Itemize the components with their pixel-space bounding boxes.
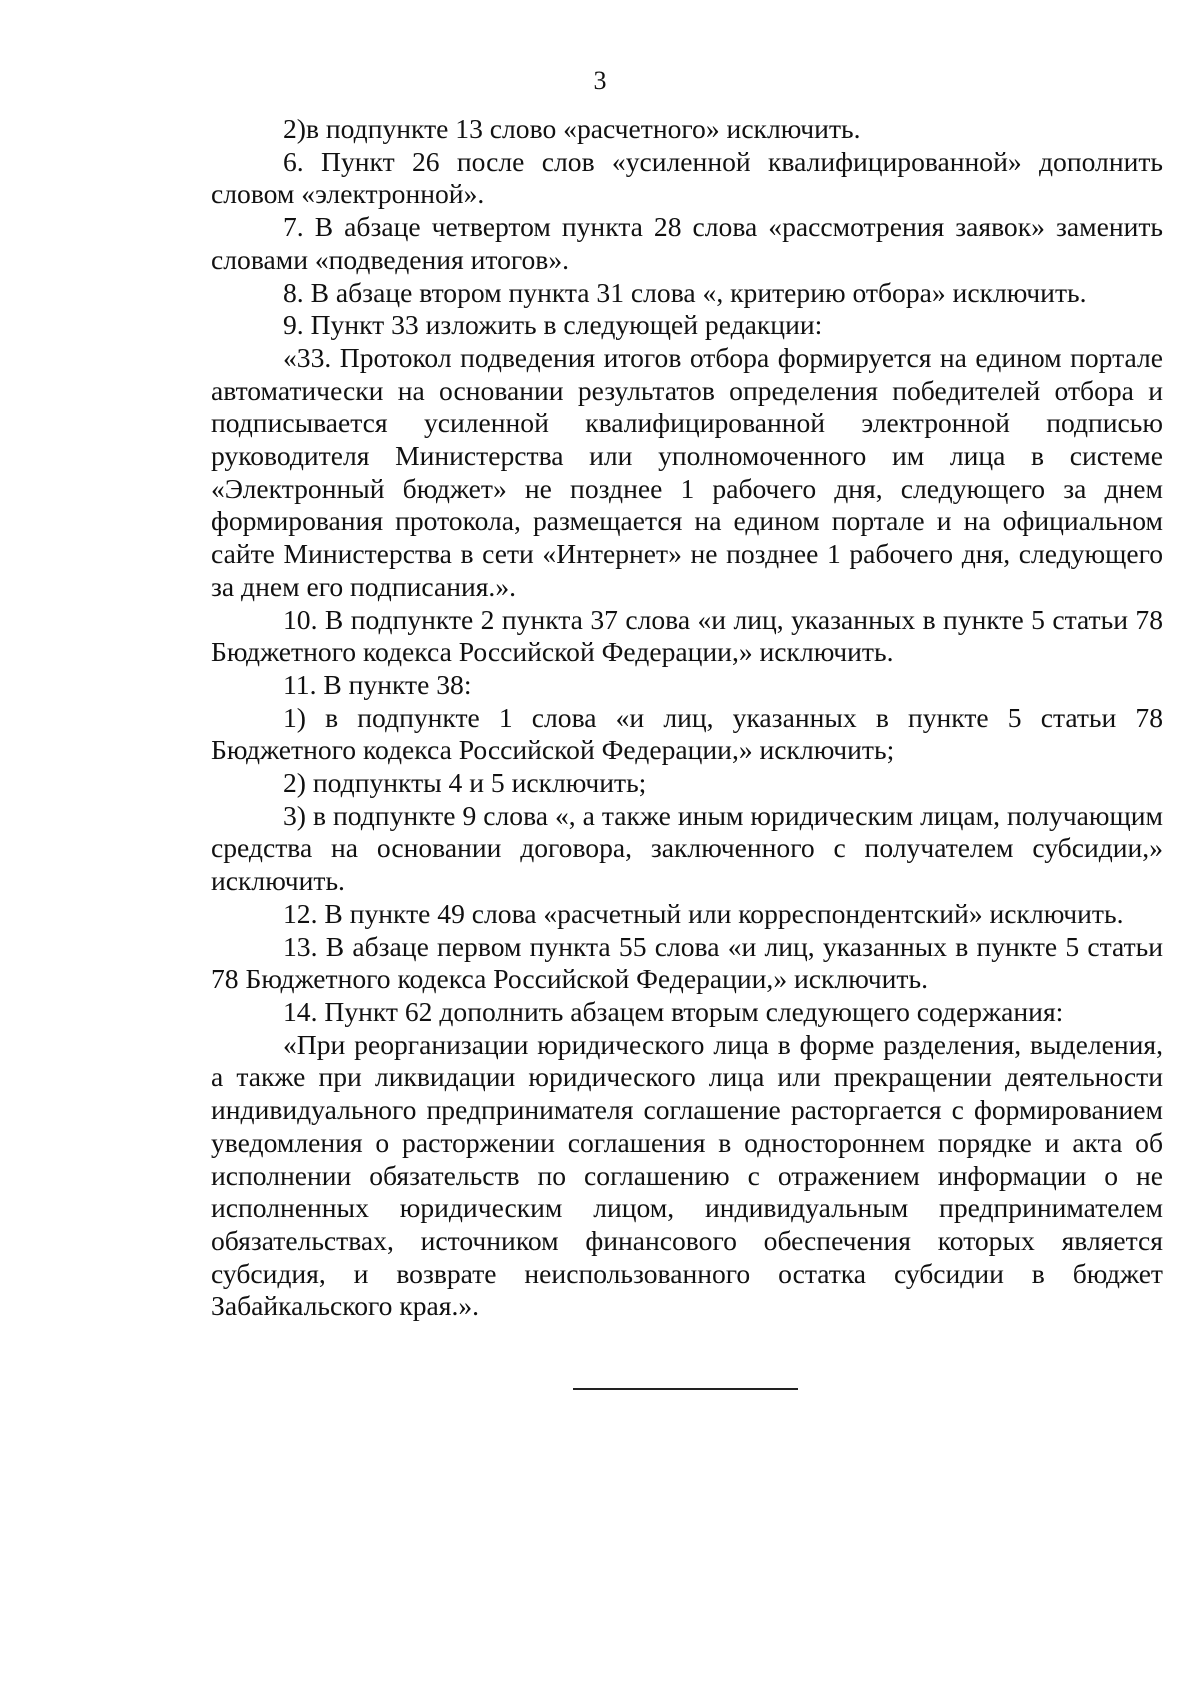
amendment-item-11-subitem-3: 3) в подпункте 9 слова «, а также иным юридическим лицам, получающим средства на основании договора, заключенного с получателем субсидии,» исключить. (211, 799, 1163, 897)
amendment-item-11-subitem-1: 1) в подпункте 1 слова «и лиц, указанных в пункте 5 статьи 78 Бюджетного кодекса Российской Федерации,» исключить; (211, 701, 1163, 766)
amendment-item-2-subitem: 2)в подпункте 13 слово «расчетного» исключить. (283, 113, 861, 144)
document-body (211, 113, 1163, 1323)
new-clause-33-text: «33. Протокол подведения итогов отбора формируется на едином портале автоматически на основании результатов определения победителей отбора и подписывается усиленной квалифицированной электронной подписью руководителя Министерства или уполномоченного им лица в системе «Электронный бюджет» не позднее 1 рабочего дня, следующего за днем формирования протокола, размещается на едином портале и на официальном сайте Министерства в сети «Интернет» не позднее 1 рабочего дня, следующего за днем его подписания.». (211, 341, 1163, 602)
new-clause-62-paragraph-2-text: «При реорганизации юридического лица в форме разделения, выделения, а также при ликвидации юридического лица или прекращении деятельности индивидуального предпринимателя соглашение расторгается с формированием уведомления о расторжении соглашения в одностороннем порядке и акта об исполнении обязательств по соглашению с отражением информации о не исполненных юридическим лицом, индивидуальным предпринимателем обязательствах, источником финансового обеспечения которых является субсидия, и возврате неиспользованного остатка субсидии в бюджет Забайкальского края.». (211, 1028, 1163, 1322)
page-number: 3 (593, 66, 607, 95)
amendment-item-8: 8. В абзаце втором пункта 31 слова «, критерию отбора» исключить. (283, 276, 1087, 308)
amendment-item-13: 13. В абзаце первом пункта 55 слова «и лиц, указанных в пункте 5 статьи 78 Бюджетного кодекса Российской Федерации,» исключить. (211, 930, 1163, 995)
amendment-item-9: 9. Пункт 33 изложить в следующей редакции: (283, 309, 823, 341)
amendment-item-12: 12. В пункте 49 слова «расчетный или корреспондентский» исключить. (283, 897, 1124, 929)
amendment-item-6: 6. Пункт 26 после слов «усиленной квалифицированной» дополнить словом «электронной». (211, 145, 1163, 210)
amendment-item-14: 14. Пункт 62 дополнить абзацем вторым следующего содержания: (283, 995, 1064, 1027)
amendment-item-7: 7. В абзаце четвертом пункта 28 слова «рассмотрения заявок» заменить словами «подведения итогов». (211, 211, 1163, 275)
amendment-item-10: 10. В подпункте 2 пункта 37 слова «и лиц, указанных в пункте 5 статьи 78 Бюджетного кодекса Российской Федерации,» исключить. (211, 603, 1163, 668)
amendment-item-11-subitem-2: 2) подпункты 4 и 5 исключить; (283, 767, 647, 799)
amendment-item-11: 11. В пункте 38: (283, 668, 472, 700)
closing-divider-line (573, 1388, 798, 1390)
